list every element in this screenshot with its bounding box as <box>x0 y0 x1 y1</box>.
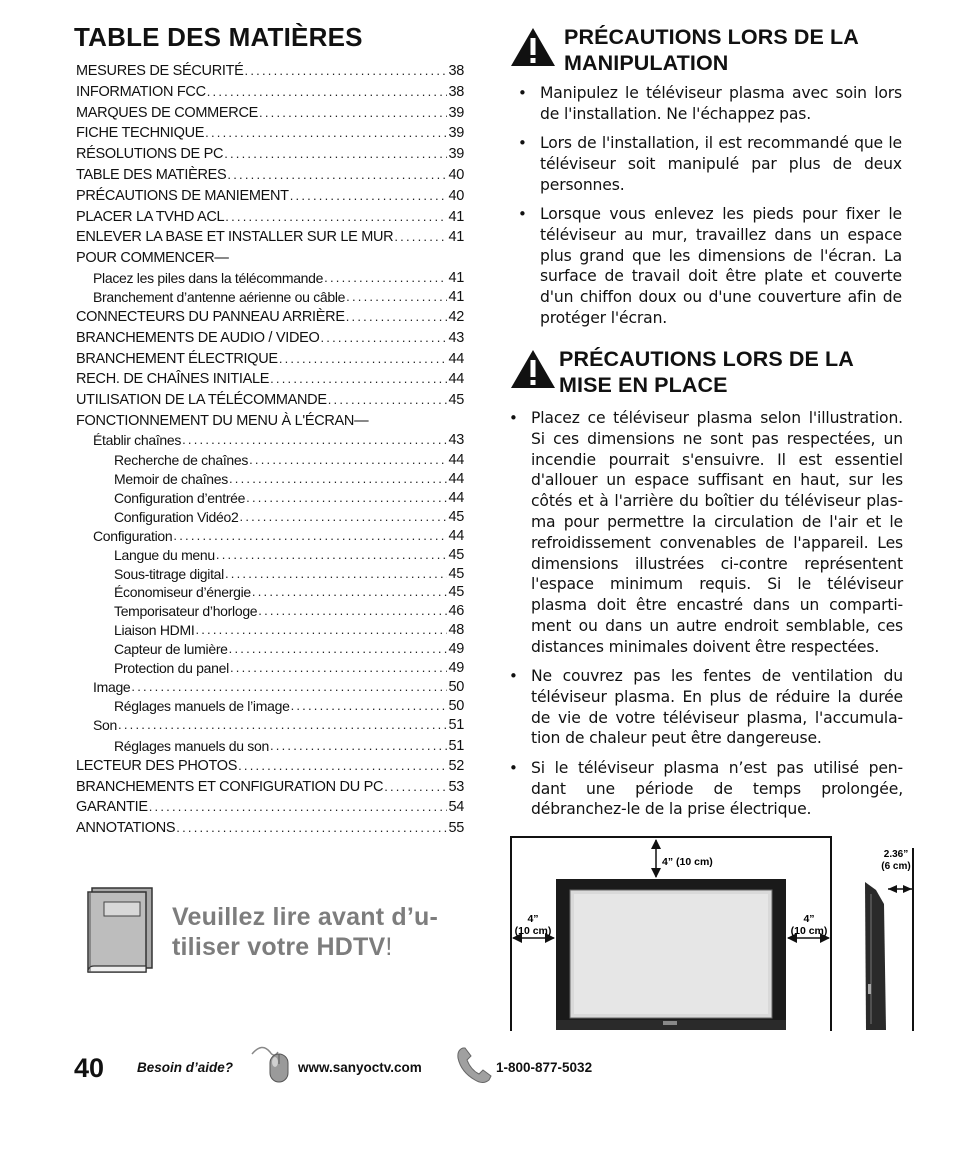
toc-leader-dots <box>225 565 448 583</box>
toc-entry <box>76 327 464 347</box>
toc-entry-title: FICHE TECHNIQUE <box>76 125 205 141</box>
toc-leader-dots <box>249 451 447 469</box>
toc-leader-dots <box>245 62 448 80</box>
toc-entry-title: FONCTIONNEMENT DU MENU À L'ÉCRAN— <box>76 412 369 429</box>
toc-entry-page: 39 <box>448 146 464 162</box>
toc-entry-title: Établir chaînes <box>93 432 182 448</box>
toc-entry-title: UTILISATION DE LA TÉLÉCOMMANDE <box>76 392 327 408</box>
toc-entry-page: 44 <box>448 371 464 387</box>
toc-entry-page: 52 <box>448 757 464 774</box>
toc-entry-title: Placez les piles dans la télécommande <box>93 270 324 286</box>
toc-entry-title: RÉSOLUTIONS DE PC <box>76 146 224 162</box>
toc-entry-title: Protection du panel <box>114 660 229 676</box>
toc-leader-dots <box>384 778 447 796</box>
toc-entry <box>76 487 464 507</box>
toc-entry <box>76 796 464 816</box>
toc-leader-dots <box>290 187 448 205</box>
phone-number: 1-800-877-5032 <box>496 1060 593 1075</box>
toc-entry <box>76 638 464 658</box>
toc-entry-page: 48 <box>448 622 464 638</box>
toc-leader-dots <box>279 350 448 368</box>
toc-entry-page: 43 <box>448 432 464 448</box>
toc-leader-dots <box>394 228 447 246</box>
toc-entry <box>76 410 464 430</box>
toc-entry <box>76 206 464 226</box>
toc-entry-title: Son <box>93 716 118 733</box>
toc-entry <box>76 429 464 449</box>
toc-entry-title: LECTEUR DES PHOTOS <box>76 757 238 774</box>
website-link[interactable]: www.sanyoctv.com <box>298 1060 422 1075</box>
read-first-line2: tiliser votre HDTV! <box>172 933 393 961</box>
toc-entry-page: 49 <box>448 660 464 676</box>
toc-entry-title: Recherche de chaînes <box>114 451 249 468</box>
toc-entry <box>76 368 464 388</box>
toc-entry-page: 53 <box>448 778 464 795</box>
toc-entry-title: MESURES DE SÉCURITÉ <box>76 63 244 79</box>
toc-entry <box>76 676 464 696</box>
toc-entry-page: 45 <box>448 546 464 563</box>
handling-list <box>540 83 902 337</box>
toc-entry <box>76 60 464 80</box>
toc-entry-title: Économiseur d’énergie <box>114 584 251 600</box>
toc-entry-page: 40 <box>448 187 464 204</box>
toc-entry-title: Réglages manuels du son <box>114 737 269 754</box>
toc-leader-dots <box>238 757 447 775</box>
right-clearance-label-1: 4” <box>803 913 815 925</box>
toc-leader-dots <box>346 308 448 326</box>
left-clearance-label-2: (10 cm) <box>514 925 552 937</box>
list-item: • Si le téléviseur plasma n’est pas utilisé pen-dant une période de temps prolongée, débranchez-le de la prise électrique. <box>531 758 903 820</box>
read-first-notice <box>172 902 472 962</box>
toc-entry-page: 41 <box>448 270 464 286</box>
toc-leader-dots <box>246 489 447 507</box>
toc-leader-dots <box>270 737 447 755</box>
toc-entry-page: 40 <box>448 167 464 183</box>
toc-entry <box>76 185 464 205</box>
toc-leader-dots <box>216 546 448 564</box>
toc-entry-title: Configuration d’entrée <box>114 489 246 506</box>
toc-entry-title: BRANCHEMENTS ET CONFIGURATION DU PC <box>76 778 384 795</box>
toc-leader-dots <box>207 83 448 101</box>
read-first-line1: Veuillez lire avant d’u- <box>172 903 438 931</box>
toc-leader-dots <box>173 527 447 545</box>
toc-entry-page: 44 <box>448 527 464 544</box>
toc-entry <box>76 735 464 755</box>
toc-entry <box>76 714 464 734</box>
toc-entry <box>76 122 464 142</box>
toc-entry-title: INFORMATION FCC <box>76 83 206 100</box>
mouse-icon <box>248 1038 296 1086</box>
warning-icon <box>510 348 556 390</box>
toc-entry <box>76 657 464 677</box>
toc-entry-title: BRANCHEMENT ÉLECTRIQUE <box>76 350 278 367</box>
toc-entry <box>76 506 464 526</box>
toc-leader-dots <box>195 621 447 639</box>
toc-entry-page: 39 <box>448 125 464 141</box>
toc-entry <box>76 619 464 639</box>
toc-entry-title: Configuration Vidéo2 <box>114 508 239 525</box>
toc-leader-dots <box>252 583 448 601</box>
toc-entry-page: 41 <box>448 288 464 305</box>
toc-entry <box>76 306 464 326</box>
toc-entry-page: 51 <box>448 737 464 754</box>
toc-leader-dots <box>118 716 447 734</box>
handling-heading: PRÉCAUTIONS LORS DE LA MANIPULATION <box>564 25 859 75</box>
toc-entry-title: Réglages manuels de l’image <box>114 697 290 714</box>
toc-entry <box>76 389 464 409</box>
toc-entry-title: CONNECTEURS DU PANNEAU ARRIÈRE <box>76 309 345 325</box>
toc-entry-title: Langue du menu <box>114 546 215 563</box>
clearance-diagram <box>508 834 928 1034</box>
toc-leader-dots <box>131 678 447 696</box>
toc-entry <box>76 226 464 246</box>
toc-entry <box>76 143 464 163</box>
toc-entry <box>76 247 464 267</box>
help-label: Besoin d’aide? <box>137 1060 234 1075</box>
list-item: • Placez ce téléviseur plasma selon l'illustration. Si ces dimensions ne sont pas respectées, un incendie pourrait s'ensuivre. Il est essentiel d'allouer un espace suffisant en haut, sur les côtés et à l'arrière du boîtier du téléviseur plas-ma pour permettre la circulation de l'air et le refroidissement convenables de l'appareil. Les dimensions illustrées ci-contre représentent l'espace minimum requis. Si le téléviseur plasma doit être encastré dans un comparti-ment ou dans un autre endroit semblable, ces distances minimales doivent être respectées. <box>531 408 903 658</box>
toc-entry-page: 45 <box>448 584 464 600</box>
toc-leader-dots <box>259 104 447 122</box>
toc-leader-dots <box>258 602 447 620</box>
toc-entry <box>76 755 464 775</box>
toc-leader-dots <box>182 431 447 449</box>
toc-entry <box>76 581 464 601</box>
toc-entry <box>76 348 464 368</box>
toc-entry-page: 43 <box>448 329 464 346</box>
toc-entry-title: Configuration <box>93 527 173 544</box>
placement-heading: PRÉCAUTIONS LORS DE LA MISE EN PLACE <box>559 347 854 397</box>
toc-entry-title: ANNOTATIONS <box>76 820 176 836</box>
toc-entry-title: MARQUES DE COMMERCE <box>76 104 259 121</box>
toc-entry-page: 44 <box>448 350 464 367</box>
toc-entry-page: 54 <box>448 799 464 815</box>
toc-entry-page: 55 <box>448 820 464 836</box>
toc-entry-page: 38 <box>448 83 464 100</box>
toc-title: TABLE DES MATIÈRES <box>74 22 363 52</box>
toc-leader-dots <box>230 659 448 677</box>
toc-entry-title: POUR COMMENCER— <box>76 250 229 266</box>
toc-entry <box>76 544 464 564</box>
toc-entry <box>76 267 464 287</box>
toc-entry <box>76 81 464 101</box>
toc-entry <box>76 776 464 796</box>
toc-leader-dots <box>227 166 447 184</box>
placement-list <box>531 408 903 829</box>
toc-entry <box>76 525 464 545</box>
toc-leader-dots <box>149 798 448 816</box>
toc-leader-dots <box>225 208 447 226</box>
toc-entry <box>76 600 464 620</box>
toc-entry-page: 39 <box>448 104 464 121</box>
toc-entry-page: 38 <box>448 63 464 79</box>
toc-leader-dots <box>224 145 447 163</box>
toc-entry <box>76 817 464 837</box>
toc-entry <box>76 468 464 488</box>
toc-entry-title: Image <box>93 678 131 695</box>
toc-entry <box>76 449 464 469</box>
toc-entry-title: TABLE DES MATIÈRES <box>76 167 227 183</box>
rear-clearance-label-1: 2.36” <box>883 849 909 860</box>
left-clearance-label-1: 4” <box>527 913 539 925</box>
book-icon <box>86 886 154 976</box>
toc-entry-page: 42 <box>448 309 464 325</box>
list-item: • Lorsque vous enlevez les pieds pour fixer le téléviseur au mur, travaillez dans un espace plus grand que les dimensions de l'écran. La surface de travail doit être plate et couverte d'un chiffon doux ou d'une couverture afin de protéger l'écran. <box>540 204 902 329</box>
toc-entry-page: 50 <box>448 678 464 695</box>
toc-entry-page: 41 <box>448 229 464 245</box>
toc-entry-title: Memoir de chaînes <box>114 470 228 487</box>
toc-entry-title: Branchement d’antenne aérienne ou câble <box>93 288 346 305</box>
warning-icon <box>510 26 556 68</box>
toc-leader-dots <box>320 329 447 347</box>
toc-entry <box>76 563 464 583</box>
toc-entry-title: BRANCHEMENTS DE AUDIO / VIDEO <box>76 329 320 346</box>
page-number: 40 <box>74 1053 105 1083</box>
toc-entry-page: 45 <box>448 565 464 582</box>
right-clearance-label-2: (10 cm) <box>790 925 828 937</box>
toc-entry-title: GARANTIE <box>76 799 148 815</box>
toc-entry-title: Sous-titrage digital <box>114 565 224 582</box>
toc-entry-title: PLACER LA TVHD ACL <box>76 208 225 225</box>
toc-leader-dots <box>270 370 447 388</box>
toc-entry-page: 41 <box>448 208 464 225</box>
toc-entry <box>76 164 464 184</box>
list-item: • Lors de l'installation, il est recommandé que le téléviseur soit manipulé par plus de deux personnes. <box>540 133 902 195</box>
toc-entry-page: 44 <box>448 451 464 468</box>
toc-entry-page: 45 <box>448 508 464 525</box>
toc-entry-page: 51 <box>448 716 464 733</box>
phone-icon <box>455 1044 495 1086</box>
toc-entry-page: 49 <box>448 641 464 657</box>
toc-leader-dots <box>205 124 447 142</box>
list-item: • Ne couvrez pas les fentes de ventilation du téléviseur plasma. En plus de réduire la durée de vie de votre téléviseur plasma, l'accumula-tion de chaleur peut être dangereuse. <box>531 666 903 749</box>
toc-entry <box>76 286 464 306</box>
toc-leader-dots <box>291 697 448 715</box>
toc-entry-page: 45 <box>448 392 464 408</box>
toc-entry-page: 44 <box>448 489 464 506</box>
toc-entry-title: Capteur de lumière <box>114 641 228 657</box>
toc-leader-dots <box>324 269 447 287</box>
toc-entry-page: 44 <box>448 470 464 487</box>
toc-entry <box>76 695 464 715</box>
toc-entry-title: ENLEVER LA BASE ET INSTALLER SUR LE MUR <box>76 229 394 245</box>
tv-side-illustration <box>865 882 886 1030</box>
toc-leader-dots <box>240 508 448 526</box>
toc-leader-dots <box>229 640 448 658</box>
top-clearance-label: 4” (10 cm) <box>662 856 713 868</box>
toc-leader-dots <box>328 391 448 409</box>
toc-entry-title: Liaison HDMI <box>114 622 195 638</box>
toc-entry-title: PRÉCAUTIONS DE MANIEMENT <box>76 187 289 204</box>
toc-entry <box>76 102 464 122</box>
rear-clearance-label-2: (6 cm) <box>881 861 911 872</box>
tv-front-illustration <box>556 879 786 1030</box>
toc-entry-title: RECH. DE CHAÎNES INITIALE <box>76 371 270 387</box>
toc-leader-dots <box>229 470 448 488</box>
toc-leader-dots <box>346 288 447 306</box>
toc-entry-page: 50 <box>448 697 464 714</box>
toc-leader-dots <box>176 819 447 837</box>
toc-entry-page: 46 <box>448 603 464 619</box>
toc-entry-title: Temporisateur d’horloge <box>114 603 258 619</box>
list-item: • Manipulez le téléviseur plasma avec soin lors de l'installation. Ne l'échappez pas. <box>540 83 902 125</box>
